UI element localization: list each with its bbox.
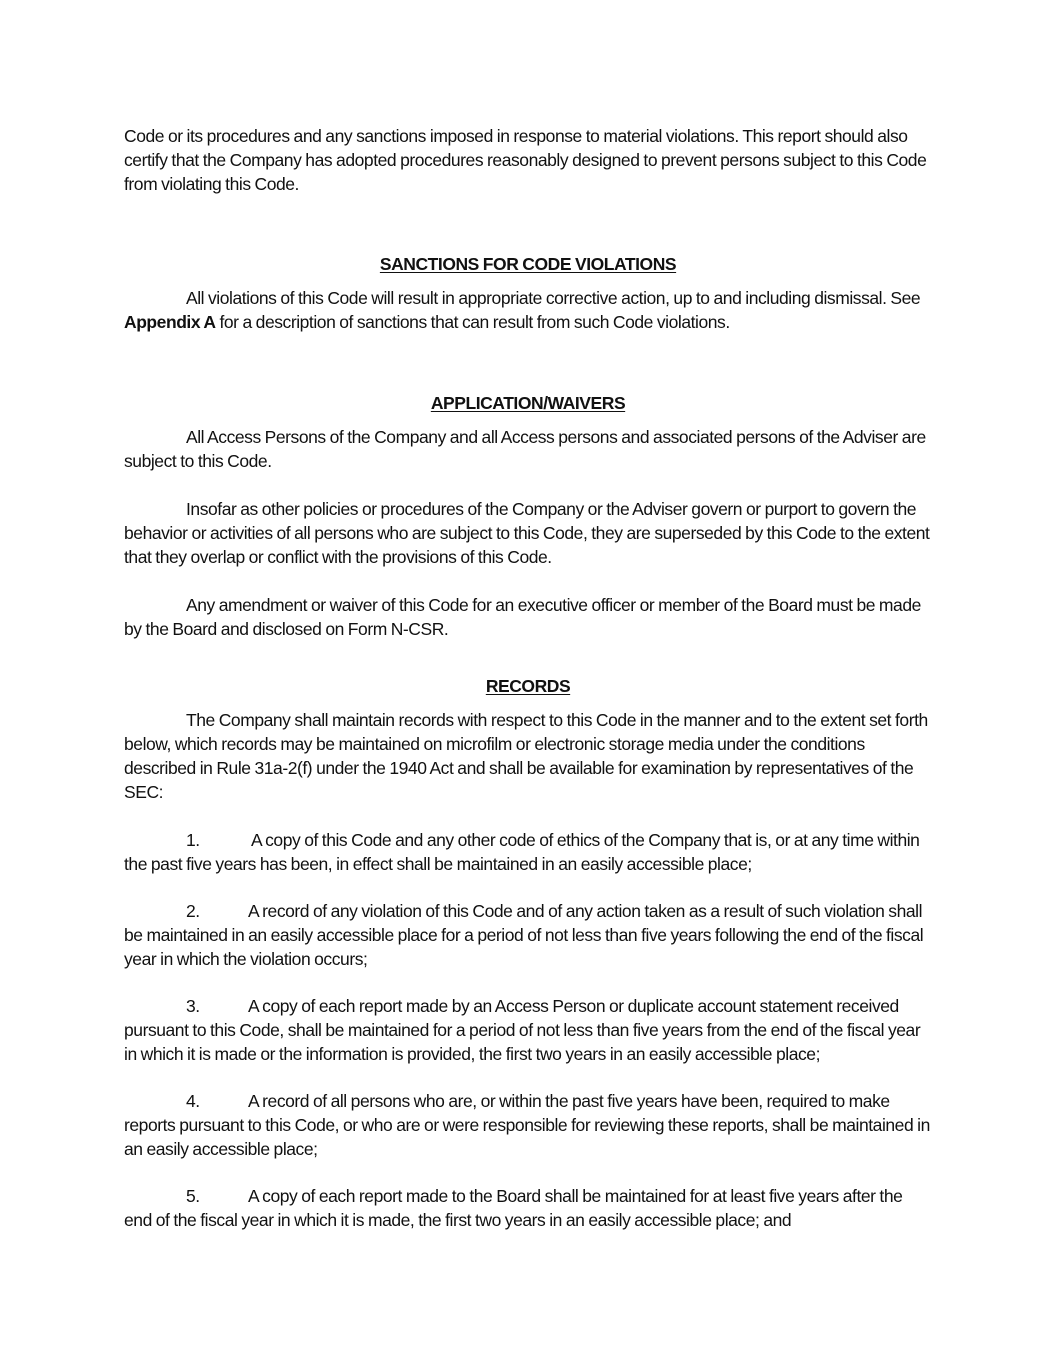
- application-heading: APPLICATION/WAIVERS: [430, 393, 626, 413]
- records-item-number: 3.: [186, 996, 200, 1016]
- intro-paragraph: Code or its procedures and any sanctions imposed in response to material violations. This report should also certify that the Company has adopted procedures reasonably designed to prevent persons subject to this Code from violating this Code.: [124, 126, 927, 194]
- records-item-text: A copy of this Code and any other code of ethics of the Company that is, or at any time within the past five years has been, in effect shall be maintained in an easily accessible place;: [124, 830, 920, 874]
- records-intro-paragraph: The Company shall maintain records with respect to this Code in the manner and to the extent set forth below, which records may be maintained on microfilm or electronic storage media under the conditions described in Rule 31a-2(f) under the 1940 Act and shall be available for examination by representatives of the SEC:: [124, 710, 928, 802]
- records-item-text: A copy of each report made to the Board shall be maintained for at least five years after the end of the fiscal year in which it is made, the first two years in an easily accessible place; and: [124, 1186, 903, 1230]
- records-item-text: A record of all persons who are, or within the past five years have been, required to make reports pursuant to this Code, or who are or were responsible for reviewing these reports, shall be maintained in an easily accessible place;: [124, 1091, 930, 1159]
- records-item-number: 4.: [186, 1091, 200, 1111]
- application-paragraph-1: All Access Persons of the Company and all Access persons and associated persons of the Adviser are subject to this Code.: [124, 427, 926, 471]
- records-item: [124, 1089, 932, 1161]
- sanctions-heading: SANCTIONS FOR CODE VIOLATIONS: [379, 254, 677, 274]
- records-item-text: A record of any violation of this Code and of any action taken as a result of such violation shall be maintained in an easily accessible place for a period of not less than five years following the end of the fiscal year in which the violation occurs;: [124, 901, 924, 969]
- records-item: [124, 828, 932, 876]
- records-heading: RECORDS: [485, 676, 571, 696]
- sanctions-text-before: All violations of this Code will result in appropriate corrective action, up to and including dismissal. See: [186, 288, 921, 308]
- document-page: [124, 124, 932, 1232]
- sanctions-text-after: for a description of sanctions that can result from such Code violations.: [215, 312, 730, 332]
- application-paragraph-3: Any amendment or waiver of this Code for an executive officer or member of the Board must be made by the Board and disclosed on Form N-CSR.: [124, 595, 921, 639]
- records-item: [124, 899, 932, 971]
- records-item-number: 1.: [186, 830, 200, 850]
- sanctions-paragraph: [124, 286, 932, 334]
- records-item: [124, 1184, 932, 1232]
- application-paragraph-2: Insofar as other policies or procedures of the Company or the Adviser govern or purport to govern the behavior or activities of all persons who are subject to this Code, they are superseded by this Code to the extent that they overlap or conflict with the provisions of this Code.: [124, 499, 930, 567]
- records-item-number: 5.: [186, 1186, 200, 1206]
- records-item-text: A copy of each report made by an Access Person or duplicate account statement received pursuant to this Code, shall be maintained for a period of not less than five years from the end of the fiscal year in which it is made or the information is provided, the first two years in an easily accessible place;: [124, 996, 921, 1064]
- records-item: [124, 994, 932, 1066]
- records-item-number: 2.: [186, 901, 200, 921]
- appendix-a-reference: Appendix A: [124, 312, 216, 332]
